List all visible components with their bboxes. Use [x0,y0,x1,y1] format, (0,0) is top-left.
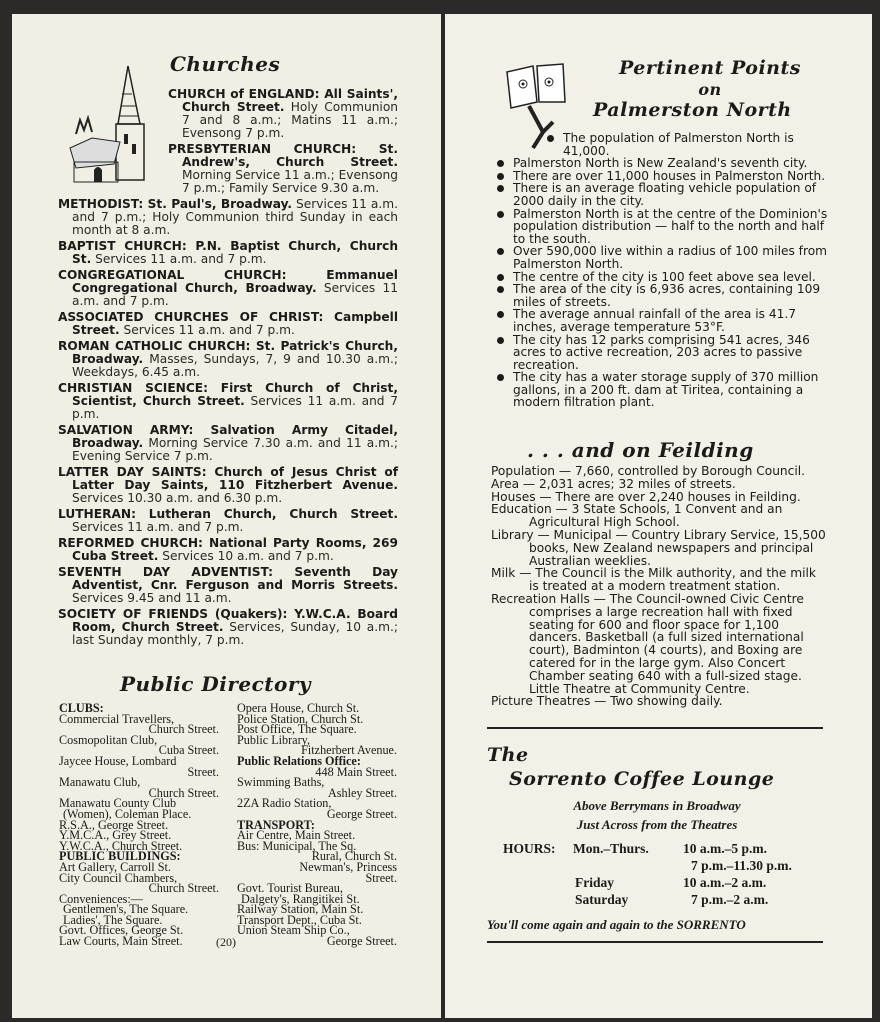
point-item [541,132,831,157]
church-services: Services 11 a.m. and 7 p.m. [72,394,399,421]
directory-line: Opera House, Church St. [237,701,360,715]
directory-line: Bus: Municipal, The Sq. [237,838,357,853]
directory-line: Manawatu Club, [59,775,141,790]
divider-bottom [487,941,823,943]
church-services: Services 11 a.m. and 7 p.m. [95,252,267,266]
directory-line: Y.M.C.A., Grey Street. [59,828,172,843]
churches-title: Churches [170,52,281,76]
church-entry [168,88,398,140]
hours-day: Friday [575,875,614,890]
point-text: There are over 11,000 houses in Palmerston North. [513,168,826,183]
sorrento-advert [487,744,827,933]
point-item [491,245,831,270]
bullet-icon [497,274,504,281]
church-services: Services, Sunday, 10 a.m.; last Sunday monthly, 7 p.m. [72,620,399,647]
directory-line: Cuba Street. [158,743,219,758]
bullet-icon [497,248,504,255]
church-services: Services 11 a.m. and 7 p.m. [72,520,244,534]
directory-line: George Street. [326,806,397,821]
point-text: Over 590,000 live within a radius of 100 miles from Palmerston North. [513,244,828,271]
church-services: Services 11 a.m. and 7 p.m.; Holy Communion third Sunday in each month at 8 a.m. [72,197,398,237]
pertinent-title-line-2: on [698,80,722,99]
church-services: Services 9.45 and 11 a.m. [72,591,232,605]
directory-line: Cosmopolitan Club, [59,732,158,747]
point-text: There is an average floating vehicle population of 2000 daily in the city. [513,181,817,208]
bullet-icon [547,135,554,142]
directory-line: Fitzherbert Avenue. [301,743,397,758]
feilding-item: Area — 2,031 acres; 32 miles of streets. [491,476,736,491]
church-services: Morning Service 7.30 a.m. and 11 a.m.; Evening Service 7 p.m. [72,436,399,463]
feilding-item: Recreation Halls — The Council-owned Civic Centre comprises a large recreation hall with fixed seating for 600 and floor space for 1,100 dancers. Basketball (a full sized international court), Badminton (4 courts), and Boxing are catered for in the large gym. Also Concert Chamber seating 640 with a full-sized stage. Little Theatre at Community Centre. [491,591,804,696]
point-item [491,308,831,333]
point-text: Palmerston North is New Zealand's seventh city. [513,156,808,171]
directory-line: Govt. Tourist Bureau, [237,881,343,896]
right-page [445,14,872,1018]
directory-line: Air Centre, Main Street. [237,828,356,843]
directory-line: TRANSPORT: [237,817,315,832]
hours-label: HOURS: [503,841,556,856]
bullet-icon [497,160,504,167]
sorrento-title-2: Sorrento Coffee Lounge [509,768,775,790]
church-name: CHURCH of ENGLAND: All Saints', Church Street. [168,87,398,114]
feilding-list [491,465,829,708]
pertinent-points-list [491,132,831,409]
directory-line: 2ZA Radio Station, [237,796,332,811]
church-name: REFORMED CHURCH: National Party Rooms, 269 Cuba Street. [58,536,398,563]
church-entry [58,424,398,463]
bullet-icon [497,337,504,344]
church-entry [58,566,398,605]
church-entry [58,240,398,266]
church-services: Holy Communion 7 and 8 a.m.; Matins 11 a.m.; Evensong 7 p.m. [182,100,398,140]
directory-column-2 [237,703,397,947]
directory-line: Union Steam Ship Co., [237,923,350,938]
feilding-item: Picture Theatres — Two showing daily. [491,694,723,709]
bullet-icon [497,311,504,318]
pertinent-title-line-1: Pertinent Points [619,57,801,79]
directory-line: Art Gallery, Carroll St. [59,859,171,874]
church-name: LATTER DAY SAINTS: Church of Jesus Christ of Latter Day Saints, 110 Fitzherbert Avenue. [58,465,398,492]
church-name: CONGREGATIONAL CHURCH: Emmanuel Congregational Church, Broadway. [58,268,398,295]
directory-line: PUBLIC BUILDINGS: [59,849,181,864]
divider-top [487,727,823,729]
bullet-icon [497,286,504,293]
church-entry [58,311,398,337]
directory-line: 448 Main Street. [315,764,397,779]
directory-line: R.S.A., George Street. [59,817,169,832]
church-name: LUTHERAN: Lutheran Church, Church Street. [58,507,398,521]
church-name: SOCIETY OF FRIENDS (Quakers): Y.W.C.A. Board Room, Church Street. [58,607,398,634]
directory-line: Public Library, [237,732,310,747]
sorrento-sub-2: Just Across from the Theatres [576,817,738,832]
church-entry [58,382,398,421]
bullet-icon [497,374,504,381]
directory-line: Law Courts, Main Street. [59,934,183,949]
directory-line: Govt. Offices, George St. [59,923,184,938]
point-item [491,208,831,246]
bullet-icon [497,185,504,192]
feilding-item: Library — Municipal — Country Library Service, 15,500 books, New Zealand newspapers and principal Australian weeklies. [491,527,826,568]
feilding-title: . . . and on Feilding [527,438,754,462]
church-name: BAPTIST CHURCH: P.N. Baptist Church, Church St. [58,239,398,266]
directory-line: Ladies', The Square. [63,912,163,927]
directory-line: Swimming Baths, [237,775,325,790]
point-text: The area of the city is 6,936 acres, containing 109 miles of streets. [513,282,821,309]
church-entry [58,269,398,308]
church-entry [168,143,398,195]
directory-line: (Women), Coleman Place. [63,806,192,821]
directory-line: Street. [365,870,397,885]
directory-line: Ashley Street. [327,785,397,800]
pertinent-title [595,58,825,121]
point-item [491,182,831,207]
directory-line: Rural, Church St. [311,849,397,864]
directory-line: Commercial Travellers, [59,711,175,726]
church-entry [58,466,398,505]
church-entry [58,508,398,534]
directory-line: Church Street. [148,722,219,737]
church-services: Masses, Sundays, 7, 9 and 10.30 a.m.; Weekdays, 6.45 a.m. [72,352,399,379]
directory-line: Y.W.C.A., Church Street. [59,838,183,853]
point-item [491,334,831,372]
church-services: Morning Service 11 a.m.; Evensong 7 p.m.; Family Service 9.30 a.m. [182,168,398,195]
hours-time: 7 p.m.–11.30 p.m. [691,858,792,873]
church-name: CHRISTIAN SCIENCE: First Church of Christ, Scientist, Church Street. [58,381,398,408]
church-entry [58,537,398,563]
sorrento-tagline: You'll come again and again to the SORRENTO [487,917,746,932]
feilding-item: Education — 3 State Schools, 1 Convent and an Agricultural High School. [491,502,783,530]
directory-line: Railway Station, Main St. [237,902,364,917]
directory-line: Post Office, The Square. [237,722,357,737]
point-item [491,283,831,308]
point-text: The average annual rainfall of the area is 41.7 inches, average temperature 53°F. [513,307,796,334]
directory-line: Public Relations Office: [237,753,361,768]
church-services: Services 11 a.m. and 7 p.m. [72,281,398,308]
point-text: The city has 12 parks comprising 541 acres, 346 acres to active recreation, 203 acres to passive recreation. [513,332,810,372]
directory-line: City Council Chambers, [59,870,178,885]
left-page [12,14,441,1018]
directory-line: Newman's, Princess [299,859,397,874]
pertinent-title-line-3: Palmerston North [593,99,792,121]
directory-line: CLUBS: [59,701,104,715]
church-name: SEVENTH DAY ADVENTIST: Seventh Day Adventist, Cnr. Ferguson and Morris Streets. [58,565,398,592]
directory-line: Church Street. [148,881,219,896]
church-entry [58,608,398,647]
point-text: The city has a water storage supply of 370 million gallons, in a 200 ft. dam at Tiritea, containing a modern filtration plant. [513,370,819,410]
directory-line: Conveniences:— [59,891,143,906]
hours-time: 10 a.m.–5 p.m. [683,841,767,856]
church-name: SALVATION ARMY: Salvation Army Citadel, Broadway. [58,423,398,450]
directory-line: Dalgety's, Rangitikei St. [241,891,360,906]
directory-line: Gentlemen's, The Square. [63,902,189,917]
feilding-item: Population — 7,660, controlled by Borough Council. [491,464,806,478]
feilding-item: Houses — There are over 2,240 houses in Feilding. [491,489,801,504]
point-text: The population of Palmerston North is 41,000. [563,131,794,158]
church-name: METHODIST: St. Paul's, Broadway. [58,197,293,211]
church-entry [58,340,398,379]
directory-title: Public Directory [120,672,312,696]
point-text: Palmerston North is at the centre of the Dominion's population distribution — half to the north and half to the south. [513,206,828,246]
church-entry [58,198,398,237]
page-number: (20) [216,935,236,949]
directory-line: George Street. [326,934,397,949]
church-services: Services 11 a.m. and 7 p.m. [123,323,295,337]
feilding-item: Milk — The Council is the Milk authority, and the milk is treated at a modern treatment station. [491,566,816,594]
point-item [491,371,831,409]
directory-line: Street. [187,764,219,779]
hours-day: Saturday [575,892,629,907]
church-name: ASSOCIATED CHURCHES OF CHRIST: Campbell Street. [58,310,398,337]
church-name: PRESBYTERIAN CHURCH: St. Andrew's, Church Street. [168,142,398,169]
directory-line: Church Street. [148,785,219,800]
hours-time: 10 a.m.–2 a.m. [683,875,767,890]
directory-line: Jaycee House, Lombard [59,753,177,768]
hours-time: 7 p.m.–2 a.m. [691,892,769,907]
sorrento-sub-1: Above Berrymans in Broadway [573,798,741,813]
church-services: Services 10 a.m. and 7 p.m. [162,549,334,563]
bullet-icon [497,173,504,180]
directory-line: Police Station, Church St. [237,711,364,726]
hours-day: Mon.–Thurs. [573,841,649,856]
bullet-icon [497,211,504,218]
point-text: The centre of the city is 100 feet above sea level. [513,269,816,284]
directory-line: Manawatu County Club [59,796,177,811]
church-services: Services 10.30 a.m. and 6.30 p.m. [72,491,283,505]
sorrento-title-1: The [487,744,529,766]
directory-column-1 [59,703,219,947]
directory-line: Transport Dept., Cuba St. [237,912,362,927]
church-name: ROMAN CATHOLIC CHURCH: St. Patrick's Church, Broadway. [58,339,398,366]
